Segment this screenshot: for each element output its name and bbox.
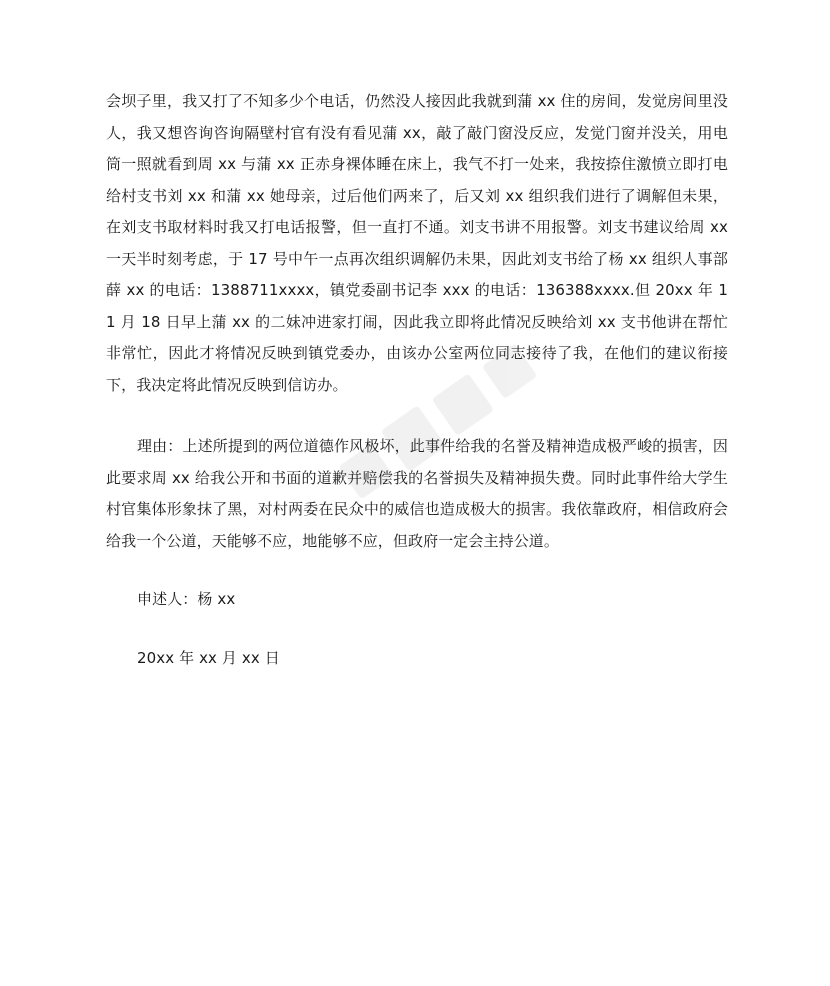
body-paragraph-1: 会坝子里，我又打了不知多少个电话，仍然没人接因此我就到蒲 xx 住的房间，发觉房间里没人，我又想咨询咨询隔壁村官有没有看见蒲 xx，敲了敲门窗没反应，发觉门窗并没关，用电筒一照就看到周 xx 与蒲 xx 正赤身裸体睡在床上，我气不打一处来，我按捺住激愤立即打电给村支书刘 xx 和蒲 xx 她母亲，过后他们两来了，后又刘 xx 组织我们进行了调解但未果，在刘支书取材料时我又打电话报警，但一直打不通。刘支书讲不用报警。刘支书建议给周 xx 一天半时刻考虑，于 17 号中午一点再次组织调解仍未果，因此刘支书给了杨 xx 组织人事部薛 xx 的电话：1388711xxxx，镇党委副书记李 xxx 的电话：136388xxxx.但 20xx 年 11 月 18 日早上蒲 xx 的二妹冲进家打闹，因此我立即将此情况反映给刘 xx 支书他讲在帮忙非常忙，因此才将情况反映到镇党委办，由该办公室两位同志接待了我，在他们的建议衔接下，我决定将此情况反映到信访办。 [106, 92, 728, 394]
signature-line: 申述人：杨 xx [137, 590, 236, 608]
date-line: 20xx 年 xx 月 xx 日 [137, 648, 280, 667]
body-paragraph-reason: 理由：上述所提到的两位道德作风极坏，此事件给我的名誉及精神造成极严峻的损害，因此要求周 xx 给我公开和书面的道歉并赔偿我的名誉损失及精神损失费。同时此事件给大学生村官集体形象抹了黑，对村两委在民众中的威信也造成极大的损害。我依靠政府，相信政府会给我一个公道，天能够不应，地能够不应，但政府一定会主持公道。 [106, 437, 728, 550]
document-page [106, 86, 728, 674]
